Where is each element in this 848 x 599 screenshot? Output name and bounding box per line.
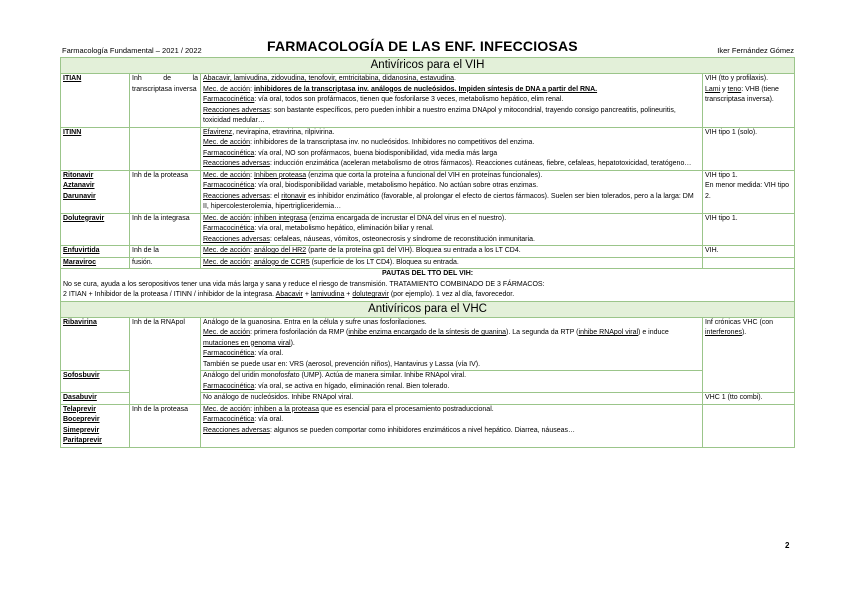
table-row <box>61 246 795 258</box>
page-title: FARMACOLOGÍA DE LAS ENF. INFECCIOSAS <box>267 38 578 54</box>
description-cell: Mec. de acción: Inhiben proteasa (enzima que corta la proteína a funcional del VIH en proteínas funcionales). Farmacocinética: vía oral, biodisponibilidad variable, metabolismo hepático. No actúan sobre otras enzimas. Reacciones adversas: el ritonavir es inhibidor enzimático (favorable, al prolongar el efecto de ciertos fármacos). Suelen ser bien tolerados, pero a la larga: DM II, hipercolesterolemia, hipertrigliceridemia… <box>201 170 703 213</box>
description-cell: No análogo de nucleósidos. Inhibe RNApol viral. <box>201 393 703 405</box>
drug-name: Ribavirina <box>63 318 97 326</box>
section-vih-header: Antivíricos para el VIH <box>61 58 795 74</box>
drug-cell <box>61 127 130 170</box>
class-cell: Inh de la integrasa <box>130 213 201 246</box>
drug-name: ITIAN <box>63 75 82 82</box>
drug-name: ITINN <box>63 128 82 136</box>
description-cell: Abacavir, lamivudina, zidovudina, tenofovir, emtricitabina, didanosina, estavudina. Mec. de acción: inhibidores de la transcriptasa inv. análogos de nucleósidos. Impiden síntesis de DNA a partir del RNA. Farmacocinética: vía oral, todos son profármacos, tienen que fosforilarse 3 veces, metabolismo hepático, elim renal. Reacciones adversas: son bastante específicos, pero pueden inhibir a nuestro enzima DNApol y mitocondrial, trayendo consigo pancreatitis, polineuritis, toxicidad medular… <box>201 74 703 128</box>
drug-name: Enfuvirtida <box>63 247 100 254</box>
drug-cell <box>61 74 130 128</box>
drug-name: Dasabuvir <box>63 394 97 401</box>
drug-cell <box>61 393 130 405</box>
course-label: Farmacología Fundamental – 2021 / 2022 <box>62 46 202 55</box>
pautas-title: PAUTAS DEL TTO DEL VIH: <box>381 270 474 277</box>
drug-name: Boceprevir <box>63 416 100 423</box>
drug-cell <box>61 317 130 371</box>
description-cell: Mec. de acción: análogo del HR2 (parte de la proteína gp1 del VIH). Bloquea su entrada a los LT CD4. <box>201 246 703 258</box>
drug-cell <box>61 170 130 213</box>
table-row <box>61 170 795 213</box>
description-cell: Análogo del uridin monofosfato (UMP). Actúa de manera similar. Inhibe RNApol viral. Farmacocinética: vía oral, se activa en hígado, eliminación renal. Bien tolerado. <box>201 371 703 393</box>
page-number: 2 <box>785 541 790 550</box>
drug-name: Telaprevir <box>63 405 96 413</box>
drug-name: Maraviroc <box>63 258 97 266</box>
drug-name: Aztanavir <box>63 182 95 189</box>
drug-cell <box>61 404 130 447</box>
drug-name: Dolutegravir <box>63 214 105 222</box>
class-cell: fusión. <box>130 257 201 269</box>
indication-cell: VIH (tto y profilaxis). Lami y teno: VHB (tiene transcriptasa inversa). <box>703 74 795 128</box>
class-cell: Inh de la RNApol <box>130 317 201 404</box>
indication-cell <box>703 257 795 269</box>
author-label: Iker Fernández Gómez <box>717 46 794 55</box>
description-cell: Mec. de acción: inhiben integrasa (enzima encargada de incrustar el DNA del virus en el nuestro). Farmacocinética: vía oral, metabolismo hepático, eliminación biliar y renal. Reacciones adversas: cefaleas, náuseas, vómitos, osteonecrosis y síndrome de reconstitución inmunitaria. <box>201 213 703 246</box>
drug-list: Abacavir, lamivudina, zidovudina, tenofovir, emtricitabina, didanosina, estavudina <box>203 75 454 82</box>
indication-cell: VIH tipo 1. En menor medida: VIH tipo 2. <box>703 170 795 213</box>
table-row <box>61 74 795 128</box>
indication-cell: VIH tipo 1. <box>703 213 795 246</box>
description-cell: Efavirenz, nevirapina, etravirina, rilpivirina. Mec. de acción: inhibidores de la transcriptasa inv. no nucleósidos. Inhibidores no competitivos del enzima. Farmacocinética: vía oral, NO son profármacos, buena biodisponibilidad, vida media más larga Reacciones adversas: inducción enzimática (aceleran metabolismo de otros fármacos). Reacciones cutáneas, fiebre, cefaleas, hepatotoxicidad, teratógeno… <box>201 127 703 170</box>
drug-cell <box>61 213 130 246</box>
description-cell: Mec. de acción: análogo de CCR5 (superficie de los LT CD4). Bloquea su entrada. <box>201 257 703 269</box>
class-cell: Inh de la proteasa <box>130 170 201 213</box>
class-cell: Inh de la <box>130 246 201 258</box>
class-cell: Inh de la proteasa <box>130 404 201 447</box>
table-row <box>61 213 795 246</box>
drug-cell <box>61 371 130 393</box>
table-row <box>61 257 795 269</box>
indication-cell: Inf crónicas VHC (con interferones). <box>703 317 795 393</box>
description-cell: Análogo de la guanosina. Entra en la célula y sufre unas fosforilaciones. Mec. de acción: primera fosforilación da RMP (inhibe enzima encargado de la síntesis de guanina). La segunda da RTP (inhibe RNApol viral) e induce mutaciones en genoma viral). Farmacocinética: vía oral. También se puede usar en: VRS (aerosol, prevención niños), Hantavirus y Lassa (vía IV). <box>201 317 703 371</box>
pharmacology-table <box>60 57 795 448</box>
indication-cell <box>703 404 795 447</box>
indication-cell: VIH tipo 1 (solo). <box>703 127 795 170</box>
indication-cell: VIH. <box>703 246 795 258</box>
description-cell: Mec. de acción: inhiben a la proteasa que es esencial para el procesamiento postraduccional. Farmacocinética: vía oral. Reacciones adversas: algunos se pueden comportar como inhibidores enzimáticos a nivel hepático. Diarrea, náuseas… <box>201 404 703 447</box>
drug-name: Ritonavir <box>63 171 94 179</box>
table-row <box>61 404 795 447</box>
drug-cell <box>61 257 130 269</box>
drug-name: Simeprevir <box>63 426 100 434</box>
table-row <box>61 127 795 170</box>
indication-cell: VHC 1 (tto combi). <box>703 393 795 405</box>
class-cell: Inh de la transcriptasa inversa <box>130 74 201 128</box>
drug-name: Sofosbuvir <box>63 372 100 379</box>
section-vhc-header: Antivíricos para el VHC <box>61 301 795 317</box>
class-cell <box>130 127 201 170</box>
table-row <box>61 317 795 371</box>
drug-cell <box>61 246 130 258</box>
table-row <box>61 269 795 302</box>
drug-name: Paritaprevir <box>63 437 102 444</box>
drug-name: Darunavir <box>63 192 96 200</box>
pautas-block: PAUTAS DEL TTO DEL VIH: No se cura, ayuda a los seropositivos tener una vida más larga y sana y reduce el riesgo de transmisión. TRATAMIENTO COMBINADO DE 3 FÁRMACOS: 2 ITIAN + Inhibidor de la proteasa / ITINN / inhibidor de la integrasa. Abacavir + lamivudina + dolutegravir (por ejemplo). 1 vez al día, favorecedor. <box>61 269 795 302</box>
page-header <box>62 38 794 58</box>
